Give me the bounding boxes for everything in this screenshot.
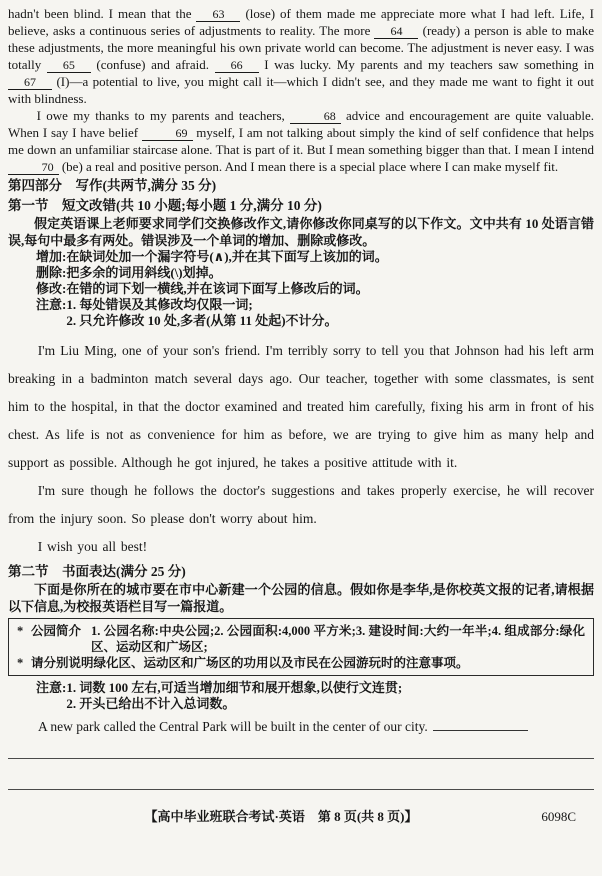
correction-instructions: 假定英语课上老师要求同学们交换修改作文,请你修改你同桌写的以下作文。文中共有 10 处语言错误,每句中最多有两处。错误涉及一个单词的增加、删除或修改。 — [8, 216, 594, 248]
passage-paragraph-2: I'm sure though he follows the doctor's suggestions and takes properly exercise, he will recover from the injury soon. So please don't worry about him. — [8, 483, 594, 526]
passage-paragraph-3: I wish you all best! — [37, 539, 148, 554]
writing-line-2 — [8, 789, 594, 790]
bullet-star-icon: * — [17, 624, 24, 638]
page-footer — [8, 808, 594, 825]
cloze-blank-70: 70 — [8, 161, 59, 175]
rule-add-text: 在缺词处加一个漏字符号(∧),并在其下面写上该加的词。 — [66, 249, 388, 264]
correction-section-heading: 第一节 短文改错(共 10 小题;每小题 1 分,满分 10 分) — [8, 198, 322, 213]
cloze-blank-63: 63 — [196, 8, 240, 22]
correction-rules — [8, 249, 594, 329]
writing-notes-items — [66, 680, 402, 712]
rule-modify-label: 修改: — [36, 281, 67, 296]
passage-paragraph-1: I'm Liu Ming, one of your son's friend. I'm terribly sorry to tell you that Johnson had his left arm breaking in a badminton match several days ago. Our teacher, together with some classmates, is sent him to the hospital, in that the doctor examined and treated him carefully, fixing his arm in front of his chest. As life is not as convenience for him as before, we are trying to give him as many help and support as possible. Although he got injured, he takes a positive attitude with it. — [8, 343, 594, 470]
cloze-blank-69: 69 — [142, 127, 193, 141]
rule-modify-text: 在错的词下划一横线,并在该词下面写上修改后的词。 — [66, 281, 369, 296]
rule-add-label: 增加: — [36, 249, 67, 264]
writing-line-1 — [8, 758, 594, 759]
writing-notes — [8, 680, 594, 712]
rule-delete — [36, 265, 594, 281]
cloze-blank-64: 64 — [374, 25, 418, 39]
cloze-paragraph-2: I owe my thanks to my parents and teachers, 68 advice and encouragement are quite valuable. When I say I have belief 69 myself, I am not talking about simply the kind of self confidence that helps me down an unfamiliar staircase alone. That is part of it. But I mean something bigger than that. I mean I intend 70 (be) a real and positive person. And I mean there is a special place where I can make myself fit. — [8, 108, 594, 174]
park-requirement-item — [17, 655, 585, 671]
cloze-paragraph-1: hadn't been blind. I mean that the 63 (lose) of them made me appreciate more what I had left. Life, I believe, asks a continuous series of adjustments to reality. The more 64 (ready) a person is able to make these adjustments, the more meaningful his own private world can become. The adjustment is never easy. I was totally 65 (confuse) and afraid. 66 I was lucky. My parents and my teachers saw something in 67 (I)—a potential to live, you might call it—which I didn't see, and they made me want to fight it out with blindness. — [8, 6, 595, 106]
rule-note-item-2: 2. 只允许修改 10 处,多者(从第 11 处起)不计分。 — [66, 313, 338, 328]
rule-note-item-1: 1. 每处错误及其修改均仅限一词; — [66, 297, 253, 312]
rule-note-label: 注意: — [36, 297, 67, 312]
cloze-blank-65: 65 — [47, 59, 91, 73]
rule-note-items — [66, 297, 337, 329]
cloze-blank-67: 67 — [8, 76, 52, 90]
writing-note-item-1: 1. 词数 100 左右,可适当增加细节和展开想象,以使行文连贯; — [66, 680, 403, 695]
rule-delete-text: 把多余的词用斜线(\)划掉。 — [66, 265, 222, 280]
park-info-box — [8, 618, 594, 676]
park-brief-item — [17, 623, 585, 655]
writing-note-item-2: 2. 开头已给出不计入总词数。 — [66, 696, 236, 711]
rule-modify — [36, 281, 594, 297]
paper-code: 6098C — [541, 809, 576, 824]
cloze-blank-68: 68 — [290, 110, 341, 124]
bullet-star-icon: * — [17, 656, 24, 670]
writing-notes-row — [36, 680, 594, 712]
writing-section-heading: 第二节 书面表达(满分 25 分) — [8, 564, 186, 579]
writing-intro: 下面是你所在的城市要在市中心新建一个公园的信息。假如你是李华,是你校英文报的记者,请根据以下信息,为校报英语栏目写一篇报道。 — [8, 582, 594, 614]
park-requirement-text: 请分别说明绿化区、运动区和广场区的功用以及市民在公园游玩时的注意事项。 — [31, 656, 469, 670]
cloze-section — [8, 5, 594, 175]
opening-sentence-row — [8, 718, 594, 736]
cloze-blank-66: 66 — [215, 59, 259, 73]
footer-title: 【高中毕业班联合考试·英语 第 8 页(共 8 页)】 — [144, 809, 418, 824]
park-brief-text: 1. 公园名称:中央公园;2. 公园面积:4,000 平方米;3. 建设时间:大约一年半;4. 组成部分:绿化区、运动区和广场区; — [91, 624, 585, 654]
rule-note — [36, 297, 594, 329]
writing-notes-label: 注意: — [36, 680, 67, 695]
rule-add — [36, 249, 594, 265]
rule-delete-label: 删除: — [36, 265, 67, 280]
answer-underline — [433, 719, 528, 731]
opening-sentence: A new park called the Central Park will be built in the center of our city. — [38, 719, 428, 734]
part4-heading: 第四部分 写作(共两节,满分 35 分) — [8, 178, 217, 193]
park-brief-label: 公园简介 — [31, 624, 82, 638]
correction-passage — [8, 337, 594, 561]
